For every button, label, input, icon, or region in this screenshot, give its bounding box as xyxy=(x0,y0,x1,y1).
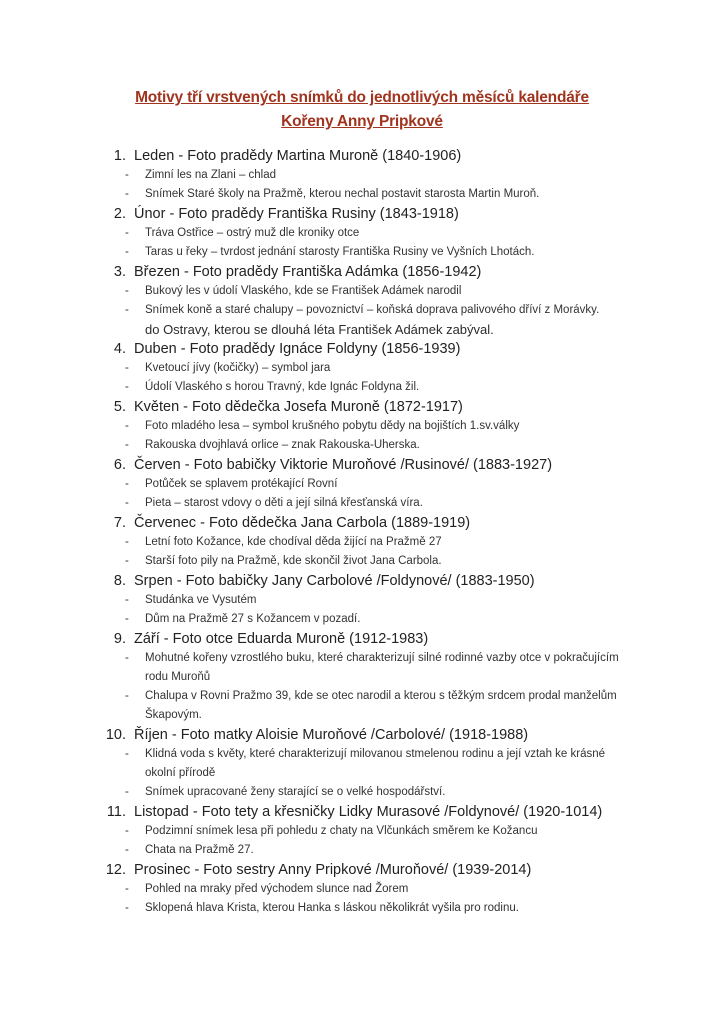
entry-motif xyxy=(125,359,625,378)
entry-number: 11. xyxy=(106,804,126,820)
motif-text: Rakouska dvojhlavá orlice – znak Rakouska-Uherska. xyxy=(145,439,420,451)
entry-motif xyxy=(125,687,625,725)
bullet-dash: - xyxy=(125,227,129,239)
entry-number: 10. xyxy=(105,727,126,743)
entry-number: 7. xyxy=(113,515,126,531)
entry-motif xyxy=(125,378,625,397)
list-item xyxy=(96,339,656,397)
bullet-dash: - xyxy=(125,825,129,837)
entry-heading xyxy=(96,802,656,822)
motif-text: Snímek upracované ženy starající se o velké hospodářství. xyxy=(145,786,446,798)
bullet-dash: - xyxy=(125,690,129,702)
entry-number: 1. xyxy=(113,148,126,164)
entry-heading xyxy=(96,146,656,166)
motif-text: Mohutné kořeny vzrostlého buku, které charakterizují silné rodinné vazby otce v pokračujícím rodu Muroňů xyxy=(145,652,619,683)
entry-motif xyxy=(125,533,625,552)
motif-text: Pieta – starost vdovy o děti a její silná křesťanská víra. xyxy=(145,497,423,509)
list-item xyxy=(96,146,656,204)
entry-motif xyxy=(125,417,625,436)
bullet-dash: - xyxy=(125,902,129,914)
motif-text: Zimní les na Zlani – chlad xyxy=(145,169,277,181)
motif-text: Dům na Pražmě 27 s Kožancem v pozadí. xyxy=(145,613,361,625)
list-item xyxy=(96,860,656,918)
entry-number: 3. xyxy=(113,264,126,280)
entry-motif xyxy=(125,301,625,320)
motif-text: Podzimní snímek lesa při pohledu z chaty na Vlčunkách směrem ke Kožancu xyxy=(145,825,538,837)
entry-title: Březen - Foto pradědy Františka Adámka (1856-1942) xyxy=(134,264,482,280)
entry-title: Srpen - Foto babičky Jany Carbolové /Foldynové/ (1883-1950) xyxy=(134,573,535,589)
entry-number: 5. xyxy=(113,399,126,415)
entry-heading xyxy=(96,455,656,475)
bullet-dash: - xyxy=(125,478,129,490)
entry-title: Červen - Foto babičky Viktorie Muroňové /Rusinové/ (1883-1927) xyxy=(134,457,553,473)
entry-motif xyxy=(125,841,625,860)
entry-number: 6. xyxy=(113,457,126,473)
entry-title: Leden - Foto pradědy Martina Muroně (1840-1906) xyxy=(134,148,462,164)
motif-text: Foto mladého lesa – symbol krušného pobytu dědy na bojištích 1.sv.války xyxy=(145,420,520,432)
list-item xyxy=(96,204,656,262)
list-item xyxy=(96,629,656,725)
entry-motif xyxy=(125,552,625,571)
motif-text: Starší foto pily na Pražmě, kde skončil život Jana Carbola. xyxy=(145,555,442,567)
entry-motif xyxy=(125,783,625,802)
bullet-dash: - xyxy=(125,497,129,509)
title-line-2: Kořeny Anny Pripkové xyxy=(281,113,443,130)
entry-title: Únor - Foto pradědy Františka Rusiny (1843-1918) xyxy=(134,206,459,222)
entry-title: Květen - Foto dědečka Josefa Muroně (1872-1917) xyxy=(134,399,463,415)
entry-title: Červenec - Foto dědečka Jana Carbola (1889-1919) xyxy=(134,515,471,531)
motif-text: Tráva Ostřice – ostrý muž dle kroniky otce xyxy=(145,227,360,239)
entry-heading xyxy=(96,629,656,649)
entry-title: Září - Foto otce Eduarda Muroně (1912-1983) xyxy=(134,631,429,647)
entry-heading xyxy=(96,513,656,533)
bullet-dash: - xyxy=(125,594,129,606)
bullet-dash: - xyxy=(125,188,129,200)
entry-heading xyxy=(96,571,656,591)
bullet-dash: - xyxy=(125,536,129,548)
entry-motif xyxy=(125,591,625,610)
entry-title: Duben - Foto pradědy Ignáce Foldyny (1856-1939) xyxy=(134,341,461,357)
bullet-dash: - xyxy=(125,883,129,895)
entry-motif xyxy=(125,185,625,204)
document-title xyxy=(0,86,724,134)
motif-text: Snímek Staré školy na Pražmě, kterou nechal postavit starosta Martin Muroň. xyxy=(145,188,540,200)
bullet-dash: - xyxy=(125,652,129,664)
bullet-dash: - xyxy=(125,786,129,798)
entry-motif xyxy=(125,899,625,918)
entry-motif xyxy=(125,649,625,687)
motif-text: Klidná voda s květy, které charakterizují milovanou stmelenou rodinu a její vztah ke krásné okolní přírodě xyxy=(145,748,606,779)
entry-motif xyxy=(125,745,625,783)
list-item xyxy=(96,455,656,513)
list-item xyxy=(96,397,656,455)
entry-heading xyxy=(96,339,656,359)
bullet-dash: - xyxy=(125,420,129,432)
motif-text: Snímek koně a staré chalupy – povoznictví – koňská doprava palivového dříví z Morávky. xyxy=(145,304,600,316)
bullet-dash: - xyxy=(125,304,129,316)
month-list xyxy=(96,146,656,918)
entry-motif xyxy=(125,494,625,513)
list-item xyxy=(96,802,656,860)
bullet-dash: - xyxy=(125,285,129,297)
entry-number: 9. xyxy=(113,631,126,647)
bullet-dash: - xyxy=(125,439,129,451)
list-item xyxy=(96,262,656,339)
list-item xyxy=(96,725,656,802)
motif-text: Sklopená hlava Krista, kterou Hanka s láskou několikrát vyšila pro rodinu. xyxy=(145,902,519,914)
entry-motif xyxy=(125,880,625,899)
motif-text: Chata na Pražmě 27. xyxy=(145,844,254,856)
entry-number: 8. xyxy=(113,573,126,589)
motif-text: Kvetoucí jívy (kočičky) – symbol jara xyxy=(145,362,331,374)
bullet-dash: - xyxy=(125,844,129,856)
entry-title: Listopad - Foto tety a křesničky Lidky Murasové /Foldynové/ (1920-1014) xyxy=(134,804,603,820)
title-line-1: Motivy tří vrstvených snímků do jednotlivých měsíců kalendáře xyxy=(135,89,589,106)
motif-text: Potůček se splavem protékající Rovní xyxy=(145,478,338,490)
entry-motif xyxy=(125,282,625,301)
bullet-dash: - xyxy=(125,362,129,374)
motif-text: Taras u řeky – tvrdost jednání starosty Františka Rusiny ve Vyšních Lhotách. xyxy=(145,246,535,258)
motif-text: Studánka ve Vysutém xyxy=(145,594,257,606)
bullet-dash: - xyxy=(125,381,129,393)
entry-motif xyxy=(125,822,625,841)
entry-motif xyxy=(125,224,625,243)
bullet-dash: - xyxy=(125,748,129,760)
bullet-dash: - xyxy=(125,169,129,181)
motif-text: Pohled na mraky před východem slunce nad Žorem xyxy=(145,883,409,895)
entry-title: Prosinec - Foto sestry Anny Pripkové /Muroňové/ (1939-2014) xyxy=(134,862,532,878)
bullet-dash: - xyxy=(125,613,129,625)
list-item xyxy=(96,513,656,571)
entry-heading xyxy=(96,725,656,745)
motif-text: Chalupa v Rovni Pražmo 39, kde se otec narodil a kterou s těžkým srdcem prodal manželům Škapovým. xyxy=(145,690,617,721)
motif-text: Údolí Vlaského s horou Travný, kde Ignác Foldyna žil. xyxy=(145,381,420,393)
entry-motif xyxy=(125,166,625,185)
motif-text: Letní foto Kožance, kde chodíval děda žijící na Pražmě 27 xyxy=(145,536,442,548)
entry-heading xyxy=(96,262,656,282)
entry-heading xyxy=(96,397,656,417)
entry-heading xyxy=(96,204,656,224)
entry-motif xyxy=(125,475,625,494)
entry-heading xyxy=(96,860,656,880)
bullet-dash: - xyxy=(125,246,129,258)
entry-number: 12. xyxy=(105,862,126,878)
bullet-dash: - xyxy=(125,555,129,567)
entry-motif xyxy=(125,610,625,629)
motif-continuation: do Ostravy, kterou se dlouhá léta František Adámek zabýval. xyxy=(145,322,494,337)
list-item xyxy=(96,571,656,629)
entry-title: Říjen - Foto matky Aloisie Muroňové /Carbolové/ (1918-1988) xyxy=(134,727,529,743)
entry-number: 4. xyxy=(113,341,126,357)
entry-motif xyxy=(125,243,625,262)
entry-number: 2. xyxy=(113,206,126,222)
motif-text: Bukový les v údolí Vlaského, kde se František Adámek narodil xyxy=(145,285,462,297)
entry-motif xyxy=(125,436,625,455)
